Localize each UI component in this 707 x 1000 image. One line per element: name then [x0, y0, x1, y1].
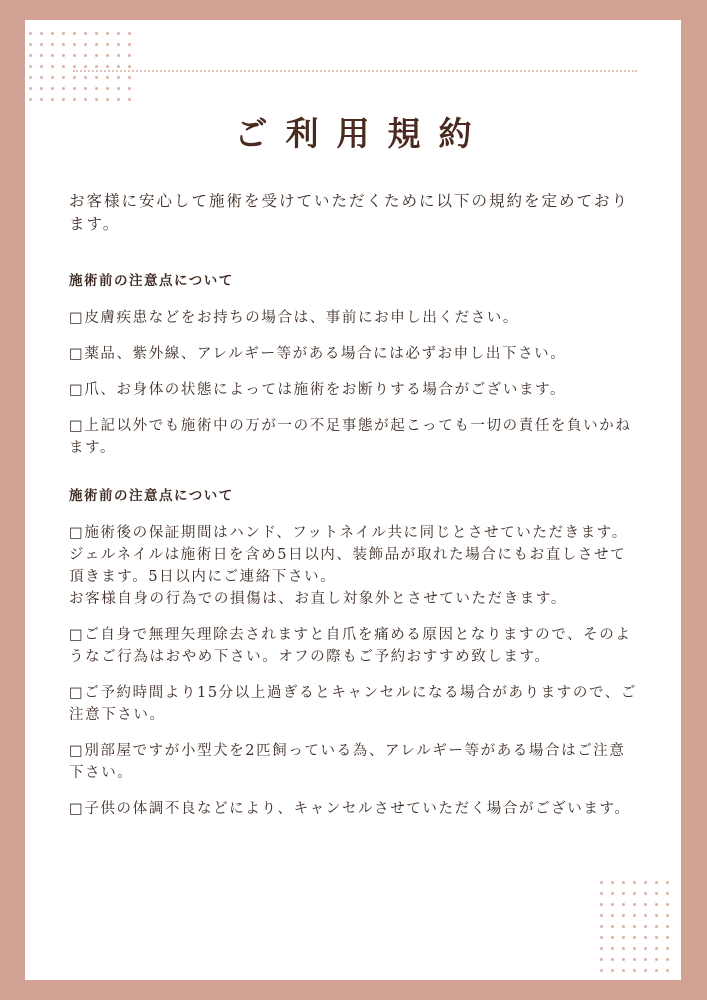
list-item: □ご予約時間より15分以上過ぎるとキャンセルになる場合がありますので、ご注意下さい。	[69, 685, 637, 723]
list-item: □皮膚疾患などをお持ちの場合は、事前にお申し出ください。	[69, 310, 520, 326]
checkbox-icon: □	[69, 382, 85, 398]
list-item: □施術後の保証期間はハンド、フットネイル共に同じとさせていただきます。ジェルネイルは施術日を含め5日以内、装飾品が取れた場合にもお直しさせて頂きます。5日以内にご連絡下さい。 お客様自身の行為での損傷は、お直し対象外とさせていただきます。	[69, 522, 637, 610]
list-item: □別部屋ですが小型犬を2匹飼っている為、アレルギー等がある場合はご注意下さい。	[69, 743, 626, 781]
terms-content	[69, 190, 637, 834]
list-item: □ご自身で無理矢理除去されますと自爪を痛める原因となりますので、そのようなご行為はおやめ下さい。オフの際もご予約おすすめ致します。	[69, 627, 632, 665]
decorative-dots-bottom-right	[596, 877, 676, 972]
checkbox-icon: □	[69, 627, 85, 643]
section1-heading: 施術前の注意点について	[69, 273, 234, 289]
checkbox-icon: □	[69, 310, 85, 326]
checkbox-icon: □	[69, 743, 85, 759]
list-item: □子供の体調不良などにより、キャンセルさせていただく場合がございます。	[69, 801, 631, 817]
intro-text: お客様に安心して施術を受けていただくために以下の規約を定めております。	[69, 192, 630, 233]
list-item: □上記以外でも施術中の万が一の不足事態が起こっても一切の責任を負いかねます。	[69, 418, 632, 456]
checkbox-icon: □	[69, 801, 85, 817]
decorative-dots-top-left	[25, 28, 135, 108]
document-sheet	[25, 20, 681, 980]
checkbox-icon: □	[69, 418, 85, 434]
checkbox-icon: □	[69, 685, 85, 701]
decorative-dotted-line	[73, 70, 637, 72]
section2-heading: 施術前の注意点について	[69, 488, 234, 504]
page-title: ご利用規約	[234, 114, 490, 153]
list-item: □爪、お身体の状態によっては施術をお断りする場合がございます。	[69, 382, 567, 398]
checkbox-icon: □	[69, 346, 85, 362]
checkbox-icon: □	[69, 525, 85, 541]
list-item: □薬品、紫外線、アレルギー等がある場合には必ずお申し出下さい。	[69, 346, 567, 362]
list-item-note: お客様自身の行為での損傷は、お直し対象外とさせていただきます。	[69, 591, 567, 607]
